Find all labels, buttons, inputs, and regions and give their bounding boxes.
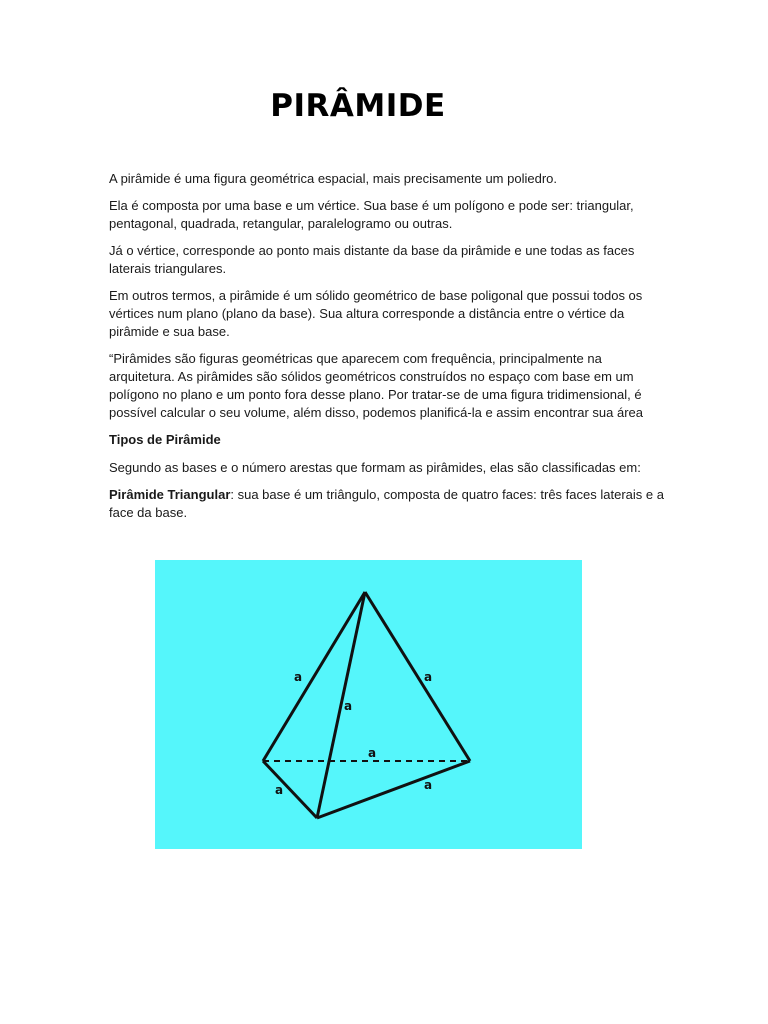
document-body bbox=[109, 170, 669, 531]
triangular-pyramid-diagram bbox=[155, 560, 582, 849]
paragraph-quote: “Pirâmides são figuras geométricas que aparecem com frequência, principalmente na arquitetura. As pirâmides são sólidos geométricos construídos no espaço com base em um polígono no plano e um ponto fora desse plano. Por tratar-se de uma figura tridimensional, é possível calcular o seu volume, além disso, podemos planificá-la e assim encontrar sua área bbox=[109, 351, 643, 420]
section-heading-types: Tipos de Pirâmide bbox=[109, 432, 221, 447]
figure-background bbox=[155, 560, 582, 849]
page-title: PIRÂMIDE bbox=[270, 88, 446, 124]
label-right-lateral: a bbox=[424, 670, 433, 684]
paragraph-definition: A pirâmide é uma figura geométrica espacial, mais precisamente um poliedro. bbox=[109, 171, 557, 186]
paragraph-triangular bbox=[109, 486, 669, 522]
paragraph-other-terms: Em outros termos, a pirâmide é um sólido geométrico de base poligonal que possui todos os vértices num plano (plano da base). Sua altura corresponde a distância entre o vértice da pirâmide e sua base. bbox=[109, 288, 643, 339]
label-left-base: a bbox=[275, 783, 284, 797]
paragraph-classification: Segundo as bases e o número arestas que formam as pirâmides, elas são classificadas em: bbox=[109, 460, 641, 475]
paragraph-vertex: Já o vértice, corresponde ao ponto mais distante da base da pirâmide e une todas as faces laterais triangulares. bbox=[109, 243, 635, 276]
term-triangular-pyramid: Pirâmide Triangular bbox=[109, 487, 231, 502]
label-back-base: a bbox=[368, 746, 377, 760]
label-left-lateral: a bbox=[294, 670, 303, 684]
pyramid-figure bbox=[155, 560, 582, 849]
paragraph-composition: Ela é composta por uma base e um vértice. Sua base é um polígono e pode ser: triangular, pentagonal, quadrada, retangular, paralelogramo ou outras. bbox=[109, 198, 634, 231]
label-front-lateral: a bbox=[344, 699, 353, 713]
label-right-base: a bbox=[424, 778, 433, 792]
triangular-description: : sua base é um triângulo, composta de quatro faces: três faces laterais e a face da base. bbox=[109, 487, 664, 520]
